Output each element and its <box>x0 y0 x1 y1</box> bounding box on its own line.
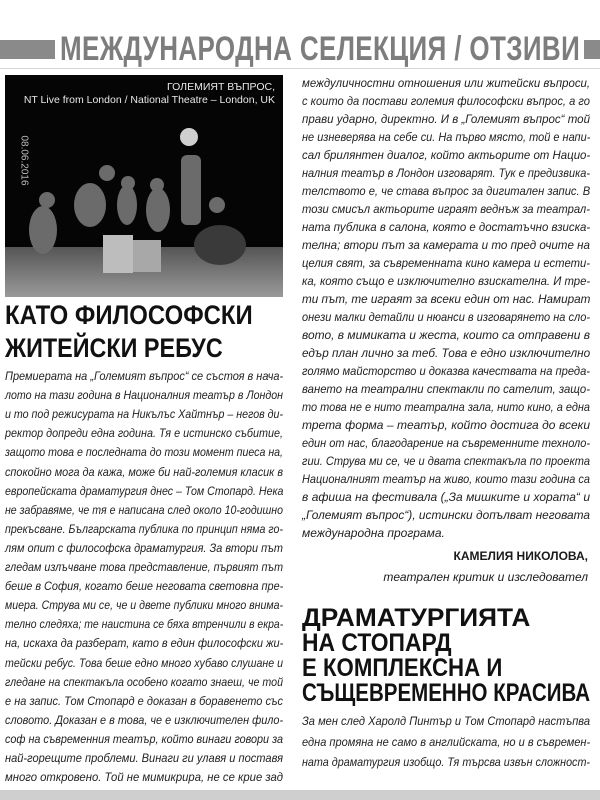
body-text-line: най-горещите проблеми. Винаги ги улавя и поставя <box>5 751 284 765</box>
body-text-line: международна програма. <box>302 526 445 540</box>
body-text-line: лям опит с философска драматургия. За втори път <box>5 540 283 555</box>
body-text-line: Премиерата на „Големият въпрос“ се състоя в нача- <box>5 369 284 383</box>
body-text-line: европейската драматургия днес – Том Стопард. Нека <box>5 483 284 498</box>
body-text-line: ректор допреди една година. Тя е истинско събитие, <box>5 426 283 441</box>
body-text-line: прекъсване. Българската публика по принцип няма го- <box>5 521 283 536</box>
body-text-line: ването на театрални спектакли по сателит, защо- <box>302 382 590 396</box>
body-text-line: един от нас, благодарение на съвременните техноло- <box>302 436 590 450</box>
headline2-line-2: НА СТОПАРД <box>302 629 452 657</box>
body-text-line: на, искаха да разберат, като в един философски жи- <box>5 636 284 651</box>
body-text-line: с които да постави големия философски въпрос, а го <box>302 94 590 108</box>
body-text-line: и то под режисурата на Никълъс Хайтнър – негов ди- <box>5 407 284 422</box>
body-text-line: беше в София, когато беше неговата световна пре- <box>5 579 284 594</box>
body-text-line: междуличностни отношения или житейски въпроси, <box>302 76 591 90</box>
headline-line-2: ЖИТЕЙСКИ РЕБУС <box>5 333 223 363</box>
body-text-line: то това не е нито театрална зала, нито кино, а една <box>302 400 590 414</box>
stage-scene-image <box>5 75 283 297</box>
body-text-line: прави ударно, директно. И в „Големият въпрос“ той <box>302 112 590 126</box>
body-text-line: ната драматургия изобщо. Тя търсва извън сложност- <box>302 755 590 769</box>
body-text-line: целия свят, за съвременната кино камера и естети- <box>302 256 590 270</box>
headline2-line-1: ДРАМАТУРГИЯТА <box>302 604 531 632</box>
body-text-line: налния театър в Лондон изговарят. Тук е предизвика- <box>302 166 590 180</box>
author-role: театрален критик и изследовател <box>383 570 588 584</box>
body-text-line: сал брилянтен диалог, който актьорите от Нацио- <box>302 148 591 162</box>
header-bar-left <box>0 40 55 59</box>
header-divider <box>0 68 600 69</box>
body-text-line: една промяна не само в английската, но и в съвремен- <box>302 734 591 749</box>
body-text-line: соф на съвременния театър, който винаги говори за <box>5 731 283 746</box>
body-text-line: ната публика в салона, която е достатъчно взиска- <box>302 220 591 234</box>
body-text-line: гледам излъчване това представление, първият път <box>5 560 283 574</box>
body-text-line: е на запис. Том Стопард е доказан в боравенето със <box>5 693 283 708</box>
body-text-line: вото, в мимиката и жеста, които са отправени в <box>302 328 590 342</box>
body-text-line: не забравяме, че тя е написана след около 10-годишно <box>5 502 283 517</box>
headline2-line-3: Е КОМПЛЕКСНА И <box>302 654 503 682</box>
body-text-line: гледане на спектакъла особено когато знаеш, че той <box>5 674 283 689</box>
author-name: КАМЕЛИЯ НИКОЛОВА, <box>453 549 588 563</box>
body-text-line: защото това е последната до този момент пиеса на, <box>5 445 283 460</box>
body-text-line: този смисъл актьорите играят веднъж за театрал- <box>302 202 590 216</box>
photo-date: 08.06.2016 <box>18 135 30 186</box>
caption-title: ГОЛЕМИЯТ ВЪПРОС, <box>167 81 275 93</box>
body-text-line: лото на тази година в Националния театър в Лондон <box>5 388 283 403</box>
body-text-line: спокойно мога да кажа, може би най-големия класик в <box>5 464 283 479</box>
headline-line-1: КАТО ФИЛОСОФСКИ <box>5 300 253 330</box>
body-text-line: миера. Струва ми се, че и двете публики много внима- <box>5 598 283 613</box>
body-text-line: словото. Доказан е в това, че е изключителен фило- <box>5 712 284 727</box>
body-text-line: телна; втори път за камерата и то пред очите на <box>302 238 590 252</box>
page-bottom-band <box>0 790 600 800</box>
article-photo <box>5 75 283 297</box>
body-text-line: ти път, те играят за всеки един от нас. Намират <box>302 292 591 306</box>
body-text-line: ка, която също е изключително взискателна. И тре- <box>302 274 591 288</box>
body-text-line: едър план лично за теб. Това е едно изключително <box>302 346 591 360</box>
section-header: МЕЖДУНАРОДНА СЕЛЕКЦИЯ / ОТЗИВИ <box>60 30 581 68</box>
photo-caption <box>24 81 275 107</box>
body-text-line: телството е, че става въпрос за дигитален запис. В <box>302 184 591 198</box>
body-text-line: „Големият въпрос“), истински допълват неговата <box>302 508 590 522</box>
body-text-line: голямо майсторство и доказва качествата на преда- <box>302 364 590 378</box>
headline2-line-4: СЪЩЕВРЕМЕННО КРАСИВА <box>302 679 591 707</box>
body-text-line: гии. Струва ми се, че и двата спектакъла по проекта <box>302 454 590 468</box>
body-text-line: трета форма – театър, който достига до всеки <box>302 418 590 432</box>
body-text-line: тейски ребус. Това беше едно много хубаво слушане и <box>5 655 283 670</box>
header-bar-right <box>584 40 600 59</box>
body-text-line: За мен след Харолд Пинтър и Том Стопард настъпва <box>302 714 590 728</box>
body-text-line: Националният театър на живо, които тази година са <box>302 472 590 486</box>
body-text-line: много откровено. Той не мимикрира, не се крие зад <box>5 770 284 785</box>
body-text-line: в афиша на фестивала („За мишките и хората“ и <box>302 490 590 504</box>
body-text-line: телно следяха; те наистина се бяха втренчили в екра- <box>5 617 284 632</box>
body-text-line: не изневерява на себе си. На първо място, той е напи- <box>302 130 591 144</box>
body-text-line: онези малки детайли и нюанси в изговарянето на сло- <box>302 310 590 324</box>
caption-production: NT Live from London / National Theatre – London, UK <box>23 94 275 106</box>
